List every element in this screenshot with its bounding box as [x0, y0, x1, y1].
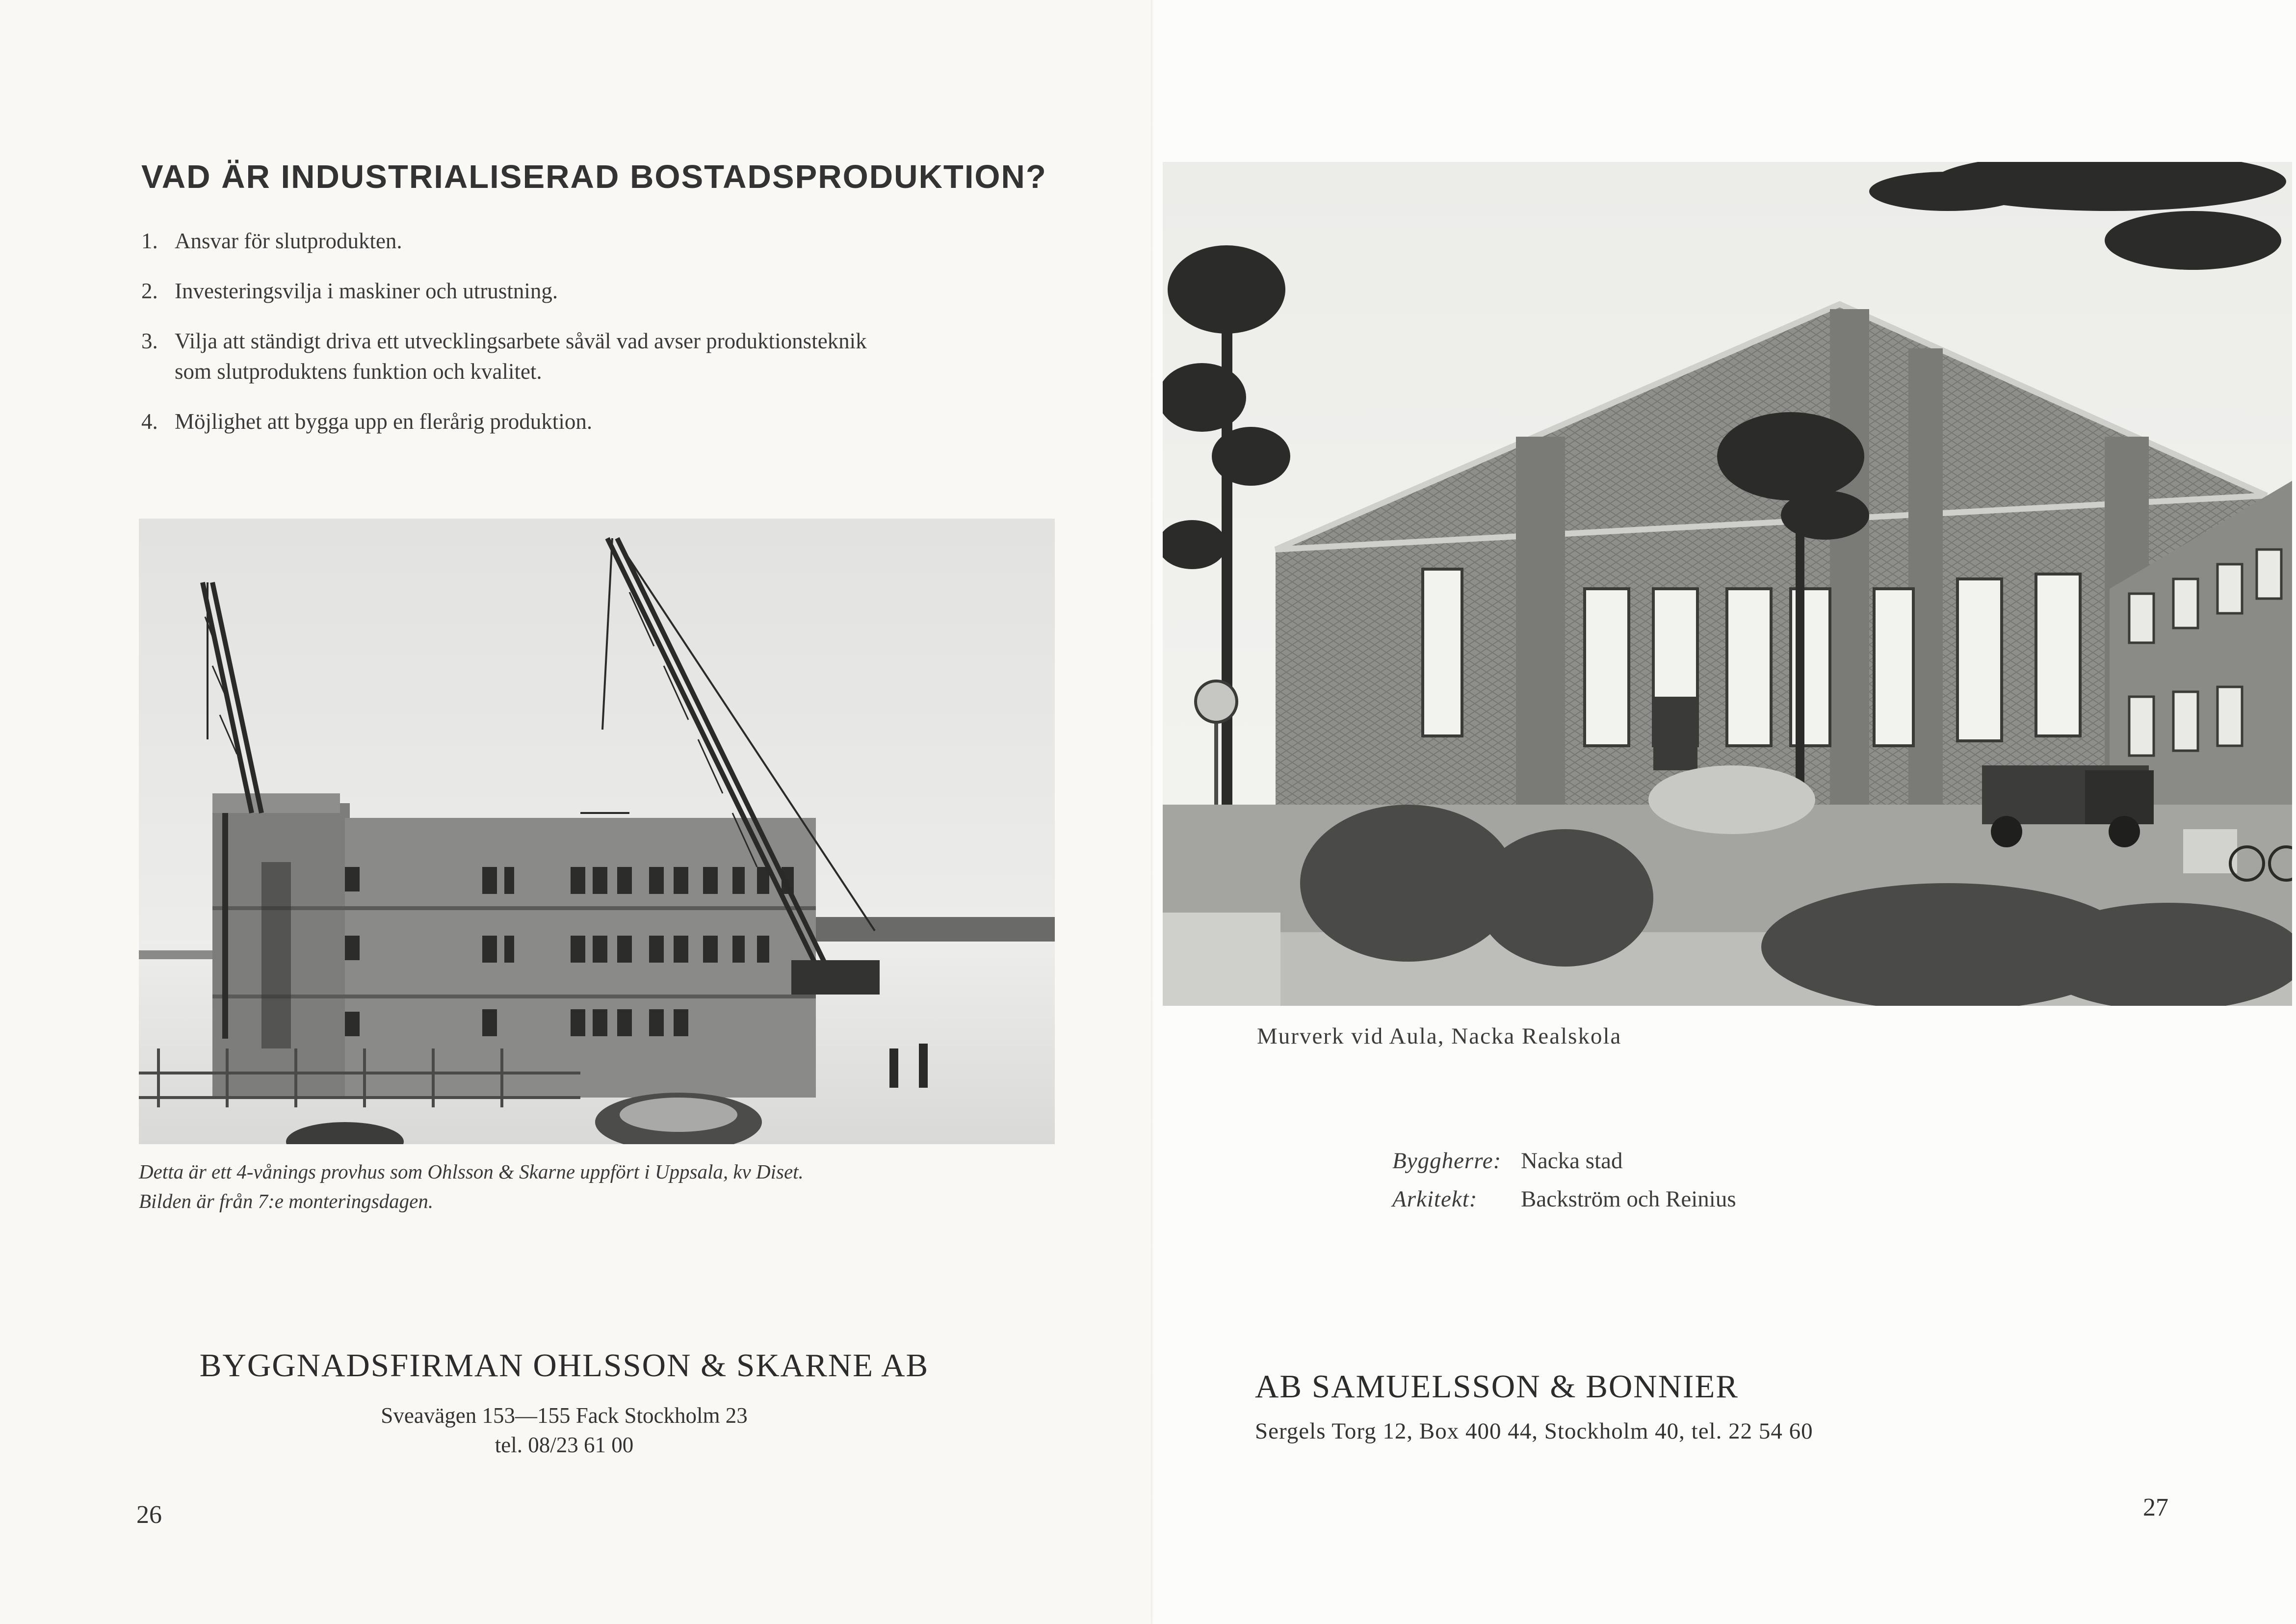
phone-line: tel. 08/23 61 00 — [495, 1433, 634, 1457]
company-address-left — [0, 1401, 1128, 1460]
list-number: 4. — [141, 409, 158, 434]
credit-value: Backström och Reinius — [1521, 1186, 1736, 1212]
list-number: 2. — [141, 279, 158, 303]
book-spine — [1151, 0, 1154, 1624]
credit-row — [1392, 1142, 1736, 1180]
caption-line: Bilden är från 7:e monteringsdagen. — [139, 1190, 434, 1212]
photo-caption-left — [139, 1157, 1061, 1216]
photo-caption-right: Murverk vid Aula, Nacka Realskola — [1257, 1023, 1622, 1049]
list-number: 3. — [141, 329, 158, 353]
list-text: Vilja att ständigt driva ett utvecklingsarbete såväl vad avser produktionsteknik — [175, 329, 867, 353]
list-text: Möjlighet att bygga upp en flerårig produktion. — [175, 409, 593, 434]
address-line: Sveavägen 153—155 Fack Stockholm 23 — [381, 1403, 748, 1428]
credit-label: Byggherre: — [1392, 1148, 1502, 1174]
construction-site-photo — [139, 519, 1055, 1144]
company-name-right: AB SAMUELSSON & BONNIER — [1255, 1368, 1739, 1405]
credit-value: Nacka stad — [1521, 1148, 1623, 1174]
page-number-right: 27 — [2143, 1493, 2168, 1521]
list-text: som slutproduktens funktion och kvalitet. — [175, 359, 542, 384]
list-item — [141, 406, 1073, 437]
credit-row — [1392, 1180, 1736, 1218]
list-text: Investeringsvilja i maskiner och utrustning. — [175, 279, 558, 303]
company-address-right: Sergels Torg 12, Box 400 44, Stockholm 40, tel. 22 54 60 — [1255, 1418, 1813, 1444]
list-item — [141, 326, 1073, 387]
school-aula-photo — [1163, 162, 2292, 1006]
requirements-list — [141, 226, 1073, 456]
list-text: Ansvar för slutprodukten. — [175, 229, 402, 253]
list-number: 1. — [141, 229, 158, 253]
credit-label: Arkitekt: — [1392, 1186, 1478, 1212]
project-credits — [1392, 1142, 1736, 1218]
caption-line: Detta är ett 4-vånings provhus som Ohlsson & Skarne uppfört i Uppsala, kv Diset. — [139, 1160, 804, 1183]
company-name-left: BYGGNADSFIRMAN OHLSSON & SKARNE AB — [199, 1347, 929, 1384]
list-item — [141, 226, 1073, 256]
list-item — [141, 276, 1073, 306]
page-heading: VAD ÄR INDUSTRIALISERAD BOSTADSPRODUKTION? — [141, 158, 1047, 195]
page-number-left: 26 — [136, 1501, 162, 1529]
